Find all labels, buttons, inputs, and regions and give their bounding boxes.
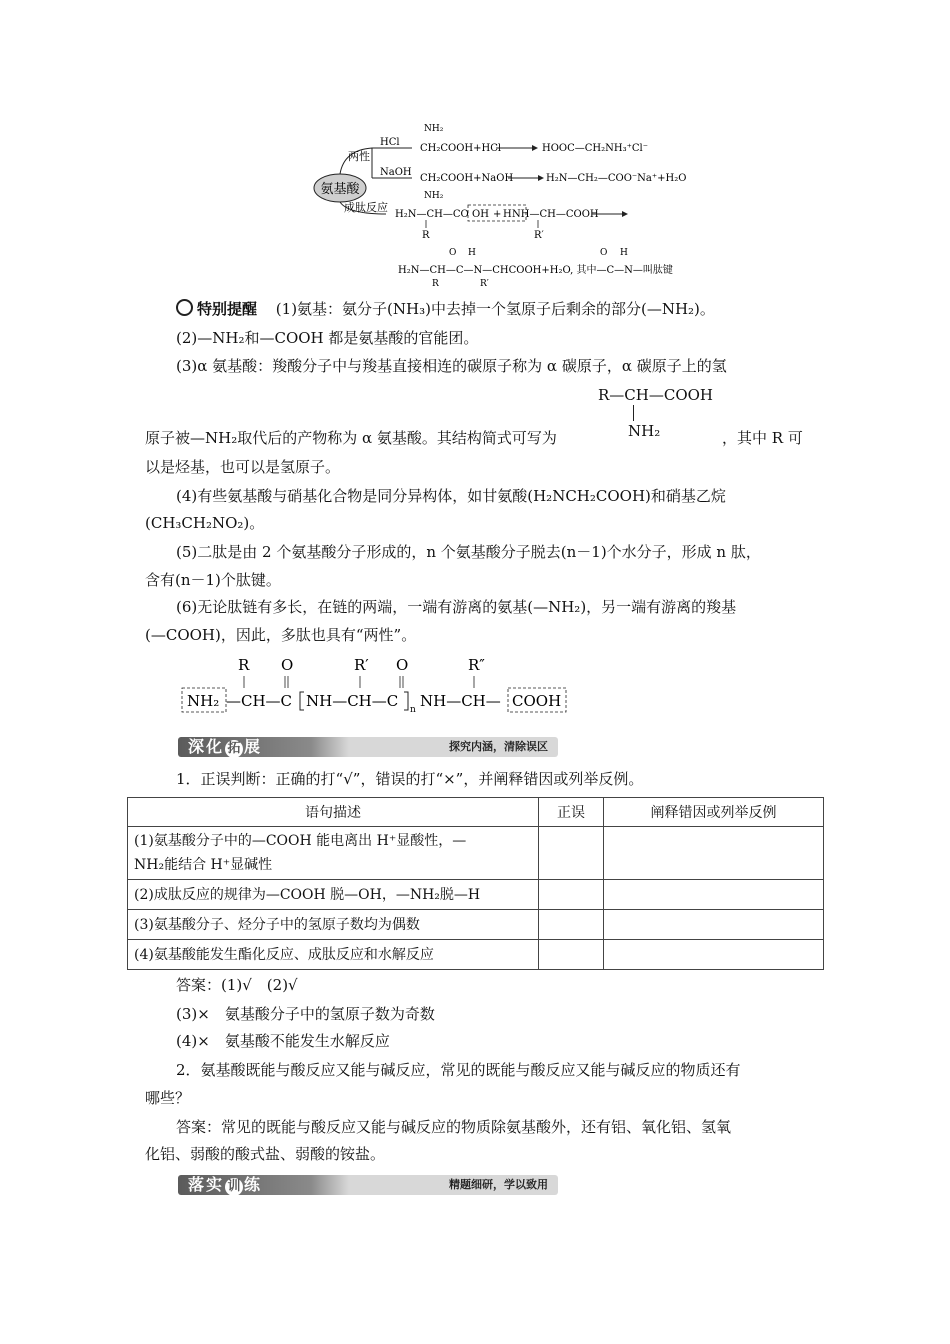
eq2-left: CH₂COOH+NaOH xyxy=(420,173,514,184)
poly-cooh: COOH xyxy=(512,692,562,710)
eq3-oh: OH xyxy=(472,209,489,220)
q1-answer-2: (3)× 氨基酸分子中的氢原子数为奇数 xyxy=(176,1005,435,1023)
poly-o1: O xyxy=(281,656,294,674)
band2-subtitle: 精题细研，学以致用 xyxy=(449,1178,548,1191)
tip-p2: (2)—NH₂和—COOH 都是氨基酸的官能团。 xyxy=(176,329,479,347)
tip-p6b: (—COOH)，因此，多肽也具有“两性”。 xyxy=(145,626,417,644)
q1-answer-1: 答案：(1)√ (2)√ xyxy=(176,976,298,994)
tip-p5a: (5)二肽是由 2 个氨基酸分子形成的，n 个氨基酸分子脱去(n－1)个水分子，形成 n 肽， xyxy=(176,543,761,561)
row2-statement: (2)成肽反应的规律为—COOH 脱—OH，—NH₂脱—H xyxy=(128,880,539,910)
prod-r4: R′ xyxy=(480,279,489,288)
poly-mid: NH—CH—C xyxy=(306,692,399,710)
band1-title: 深化 拓 展 xyxy=(188,737,263,756)
nh2-top1: NH₂ xyxy=(424,124,444,134)
eq3-h: H xyxy=(503,209,512,220)
center-label: 氨基酸 xyxy=(320,182,360,197)
poly-nh2: NH₂ xyxy=(187,692,220,710)
tip-p3a: (3)α 氨基酸：羧酸分子中与羧基直接相连的碳原子称为 α 碳原子，α 碳原子上的氢 xyxy=(176,357,727,375)
section-band-practice xyxy=(178,1175,558,1195)
eq3-r2: R′ xyxy=(534,230,544,241)
tip-p6a: (6)无论肽链有多长，在链的两端，一端有游离的氨基(—NH₂)，另一端有游离的羧基 xyxy=(176,598,737,616)
poly-n: n xyxy=(410,705,416,715)
tip-p3b: 原子被—NH₂取代后的产物称为 α 氨基酸。其结构简式可写为 xyxy=(145,429,557,447)
prod-o1: O xyxy=(449,248,457,258)
header-judgement: 正误 xyxy=(539,798,604,827)
eq2-arrowhead xyxy=(538,175,544,181)
tip-icon xyxy=(176,299,193,316)
branch-peptide: 成肽反应 xyxy=(344,201,388,214)
tip-p4a: (4)有些氨基酸与硝基化合物是同分异构体，如甘氨酸(H₂NCH₂COOH)和硝基乙烷 xyxy=(176,487,726,505)
band1-circle: 拓 xyxy=(225,740,243,758)
nh2-top2: NH₂ xyxy=(424,191,444,201)
row3-explanation-cell[interactable] xyxy=(604,910,824,940)
tip-p4b: (CH₃CH₂NO₂)。 xyxy=(145,514,265,532)
struct-bottom: NH₂ xyxy=(628,422,661,440)
row1-statement: (1)氨基酸分子中的—COOH 能电离出 H⁺显酸性，— NH₂能结合 H⁺显碱性 xyxy=(128,827,539,880)
struct-bond xyxy=(633,405,634,421)
prod-h2: H xyxy=(620,248,628,258)
eq3-r1: R xyxy=(422,230,430,241)
row1-judgement-cell[interactable] xyxy=(539,827,604,880)
repeat-bracket-right xyxy=(404,692,408,710)
row1-explanation-cell[interactable] xyxy=(604,827,824,880)
tip-p5b: 含有(n－1)个肽键。 xyxy=(145,571,281,589)
header-explanation: 阐释错因或列举反例 xyxy=(604,798,824,827)
eq2-right: H₂N—CH₂—COO⁻Na⁺+H₂O xyxy=(546,173,687,184)
tip-p3c: ，其中 R 可 xyxy=(722,429,803,447)
polypeptide-structure xyxy=(178,654,578,716)
prod-r3: R xyxy=(432,279,439,288)
row2-judgement-cell[interactable] xyxy=(539,880,604,910)
poly-ch1: —CH—C xyxy=(226,692,293,710)
table-row xyxy=(128,827,824,880)
table-row xyxy=(128,940,824,970)
q2-text-a: 2．氨基酸既能与酸反应又能与碱反应，常见的既能与酸反应又能与碱反应的物质还有 xyxy=(176,1061,741,1079)
eq1-left: CH₂COOH+HCl xyxy=(420,143,502,154)
reagent-naoh: NaOH xyxy=(380,167,412,178)
q1-text: 1．正误判断：正确的打“√”，错误的打“×”，并阐释错因或列举反例。 xyxy=(176,770,644,788)
row4-judgement-cell[interactable] xyxy=(539,940,604,970)
q2-answer-b: 化铝、弱酸的酸式盐、弱酸的铵盐。 xyxy=(145,1145,386,1163)
poly-tail: NH—CH— xyxy=(420,692,501,710)
row2-explanation-cell[interactable] xyxy=(604,880,824,910)
q2-text-b: 哪些？ xyxy=(145,1089,191,1107)
row4-statement: (4)氨基酸能发生酯化反应、成肽反应和水解反应 xyxy=(128,940,539,970)
struct-top: R—CH—COOH xyxy=(598,386,714,404)
alpha-amino-structure xyxy=(598,385,728,443)
repeat-bracket-left xyxy=(300,692,304,710)
header-statement: 语句描述 xyxy=(128,798,539,827)
row4-explanation-cell[interactable] xyxy=(604,940,824,970)
poly-r: R xyxy=(238,656,250,674)
judgement-table xyxy=(127,797,824,970)
q1-answer-3: (4)× 氨基酸不能发生水解反应 xyxy=(176,1032,390,1050)
poly-o2: O xyxy=(396,656,409,674)
section-band-deepen xyxy=(178,737,558,757)
eq1-right: HOOC—CH₂NH₃⁺Cl⁻ xyxy=(542,143,649,154)
reagent-hcl: HCl xyxy=(380,137,400,148)
eq3-arrowhead xyxy=(622,211,628,217)
q2-answer-a: 答案：常见的既能与酸反应又能与碱反应的物质除氨基酸外，还有铝、氧化铝、氢氧 xyxy=(176,1118,732,1136)
prod-o2: O xyxy=(600,248,608,258)
branch-amphoteric: 两性 xyxy=(348,150,370,163)
eq1-arrowhead xyxy=(532,145,538,151)
eq3-b: NH—CH—COOH xyxy=(512,209,599,220)
row3-judgement-cell[interactable] xyxy=(539,910,604,940)
table-row xyxy=(128,880,824,910)
band2-title: 落实 训 练 xyxy=(188,1175,263,1194)
band2-circle: 训 xyxy=(225,1178,243,1196)
tip-p1: (1)氨基：氨分子(NH₃)中去掉一个氢原子后剩余的部分(—NH₂)。 xyxy=(275,300,715,318)
table-row xyxy=(128,910,824,940)
eq3-plus: + xyxy=(493,209,502,220)
prod-h1: H xyxy=(468,248,476,258)
poly-r2: R″ xyxy=(468,656,485,674)
table-header-row xyxy=(128,798,824,827)
tip-line-1 xyxy=(176,297,715,321)
row3-statement: (3)氨基酸分子、烃分子中的氢原子数均为偶数 xyxy=(128,910,539,940)
tip-p3d: 以是烃基，也可以是氢原子。 xyxy=(145,458,341,476)
band1-subtitle: 探究内涵，清除误区 xyxy=(449,740,548,753)
tip-label: 特别提醒 xyxy=(197,300,258,318)
poly-r1: R′ xyxy=(354,656,369,674)
eq3-a: H₂N—CH—CO xyxy=(395,209,469,220)
amino-acid-diagram xyxy=(300,118,690,288)
product-equation: H₂N—CH—C—N—CHCOOH+H₂O, 其中—C—N—叫肽键 xyxy=(398,265,673,276)
